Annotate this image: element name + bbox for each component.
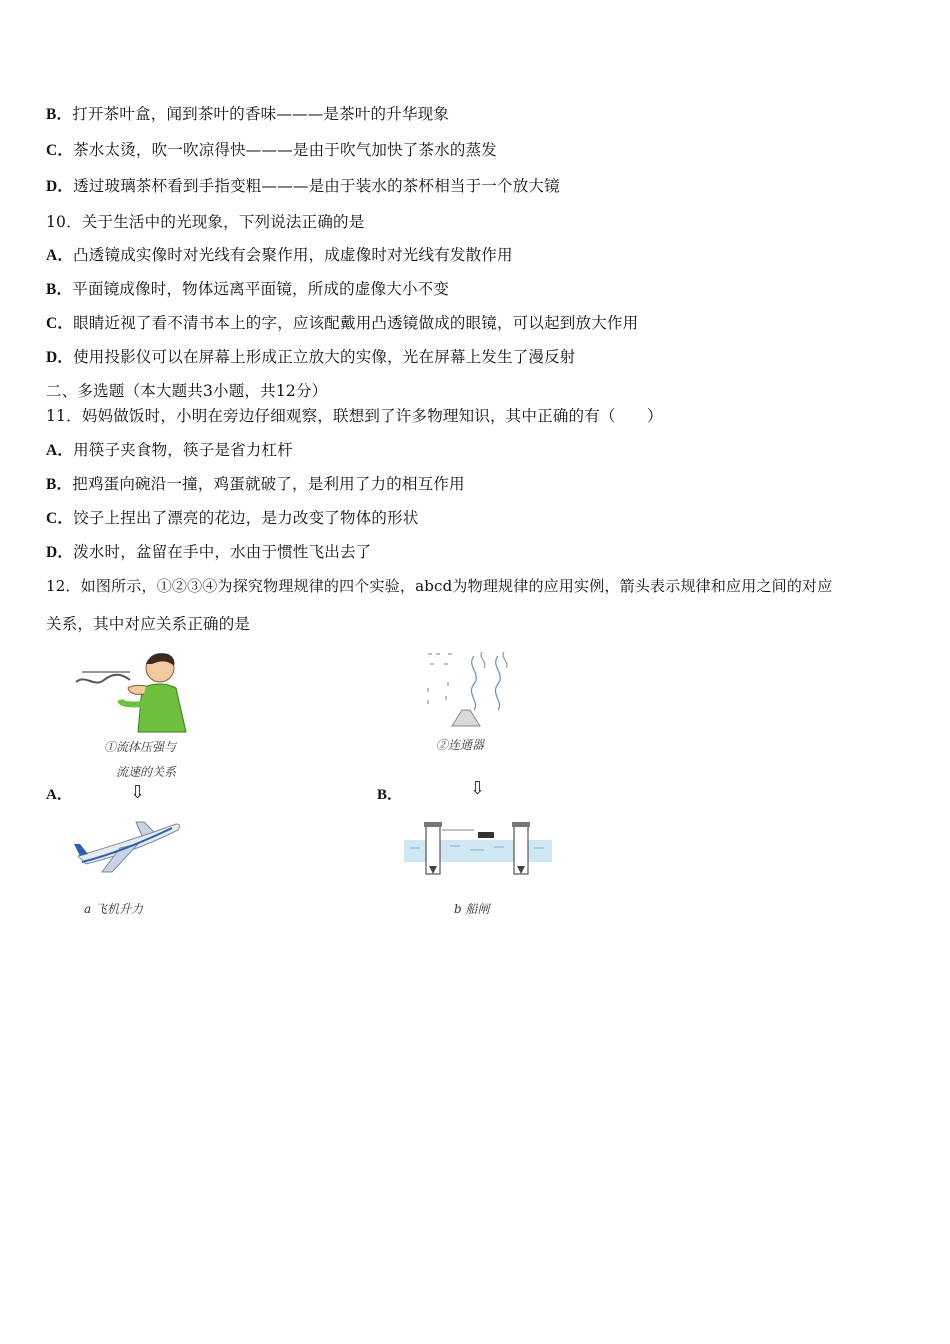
q12-option-a-label: A． — [46, 787, 72, 803]
q11-option-a: A．用筷子夹食物，筷子是省力杠杆 — [46, 441, 293, 459]
boy-blowing-illustration — [72, 644, 197, 736]
q10-option-c: C．眼睛近视了看不清书本上的字，应该配戴用凸透镜做成的眼镜，可以起到放大作用 — [46, 314, 639, 332]
q12-stem-line2: 关系，其中对应关系正确的是 — [46, 615, 251, 633]
q12-stem-line1: 12．如图所示，①②③④为探究物理规律的四个实验，abcd为物理规律的应用实例，箭头表示规律和应用之间的对应 — [46, 577, 833, 595]
q10-option-d: D．使用投影仪可以在屏幕上形成正立放大的实像，光在屏幕上发生了漫反射 — [46, 348, 576, 366]
q11-stem: 11．妈妈做饭时，小明在旁边仔细观察，联想到了许多物理知识，其中正确的有（ ） — [46, 407, 663, 425]
section-heading: 二、多选题（本大题共3小题，共12分） — [46, 382, 328, 400]
ship-lock-illustration — [402, 820, 554, 878]
q10-stem: 10．关于生活中的光现象，下列说法正确的是 — [46, 213, 365, 231]
figure-b-caption: b 船闸 — [454, 902, 490, 916]
q11-option-b: B．把鸡蛋向碗沿一撞，鸡蛋就破了，是利用了力的相互作用 — [46, 475, 465, 493]
down-arrow-icon: ⇩ — [130, 782, 146, 803]
q9-option-b: B．打开茶叶盒，闻到茶叶的香味———是茶叶的升华现象 — [46, 105, 450, 123]
q11-option-c: C．饺子上捏出了漂亮的花边，是力改变了物体的形状 — [46, 509, 419, 527]
q10-option-b: B．平面镜成像时，物体远离平面镜，所成的虚像大小不变 — [46, 280, 450, 298]
figure-1-caption-line1: ①流体压强与 — [104, 740, 177, 754]
q12-option-b-label: B． — [377, 787, 403, 803]
figure-2-caption: ②连通器 — [436, 738, 485, 752]
q11-option-d: D．泼水时，盆留在手中，水由于惯性飞出去了 — [46, 543, 372, 561]
q10-option-a: A．凸透镜成实像时对光线有会聚作用，成虚像时对光线有发散作用 — [46, 246, 513, 264]
q9-option-d: D．透过玻璃茶杯看到手指变粗———是由于装水的茶杯相当于一个放大镜 — [46, 177, 560, 195]
airplane-illustration — [72, 818, 184, 874]
down-arrow-icon: ⇩ — [470, 778, 486, 799]
q9-option-c: C．茶水太烫，吹一吹凉得快———是由于吹气加快了茶水的蒸发 — [46, 141, 497, 159]
figure-1-caption-line2: 流速的关系 — [116, 765, 177, 779]
connected-vessel-illustration — [418, 648, 518, 730]
figure-a-caption: a 飞机升力 — [84, 902, 143, 916]
